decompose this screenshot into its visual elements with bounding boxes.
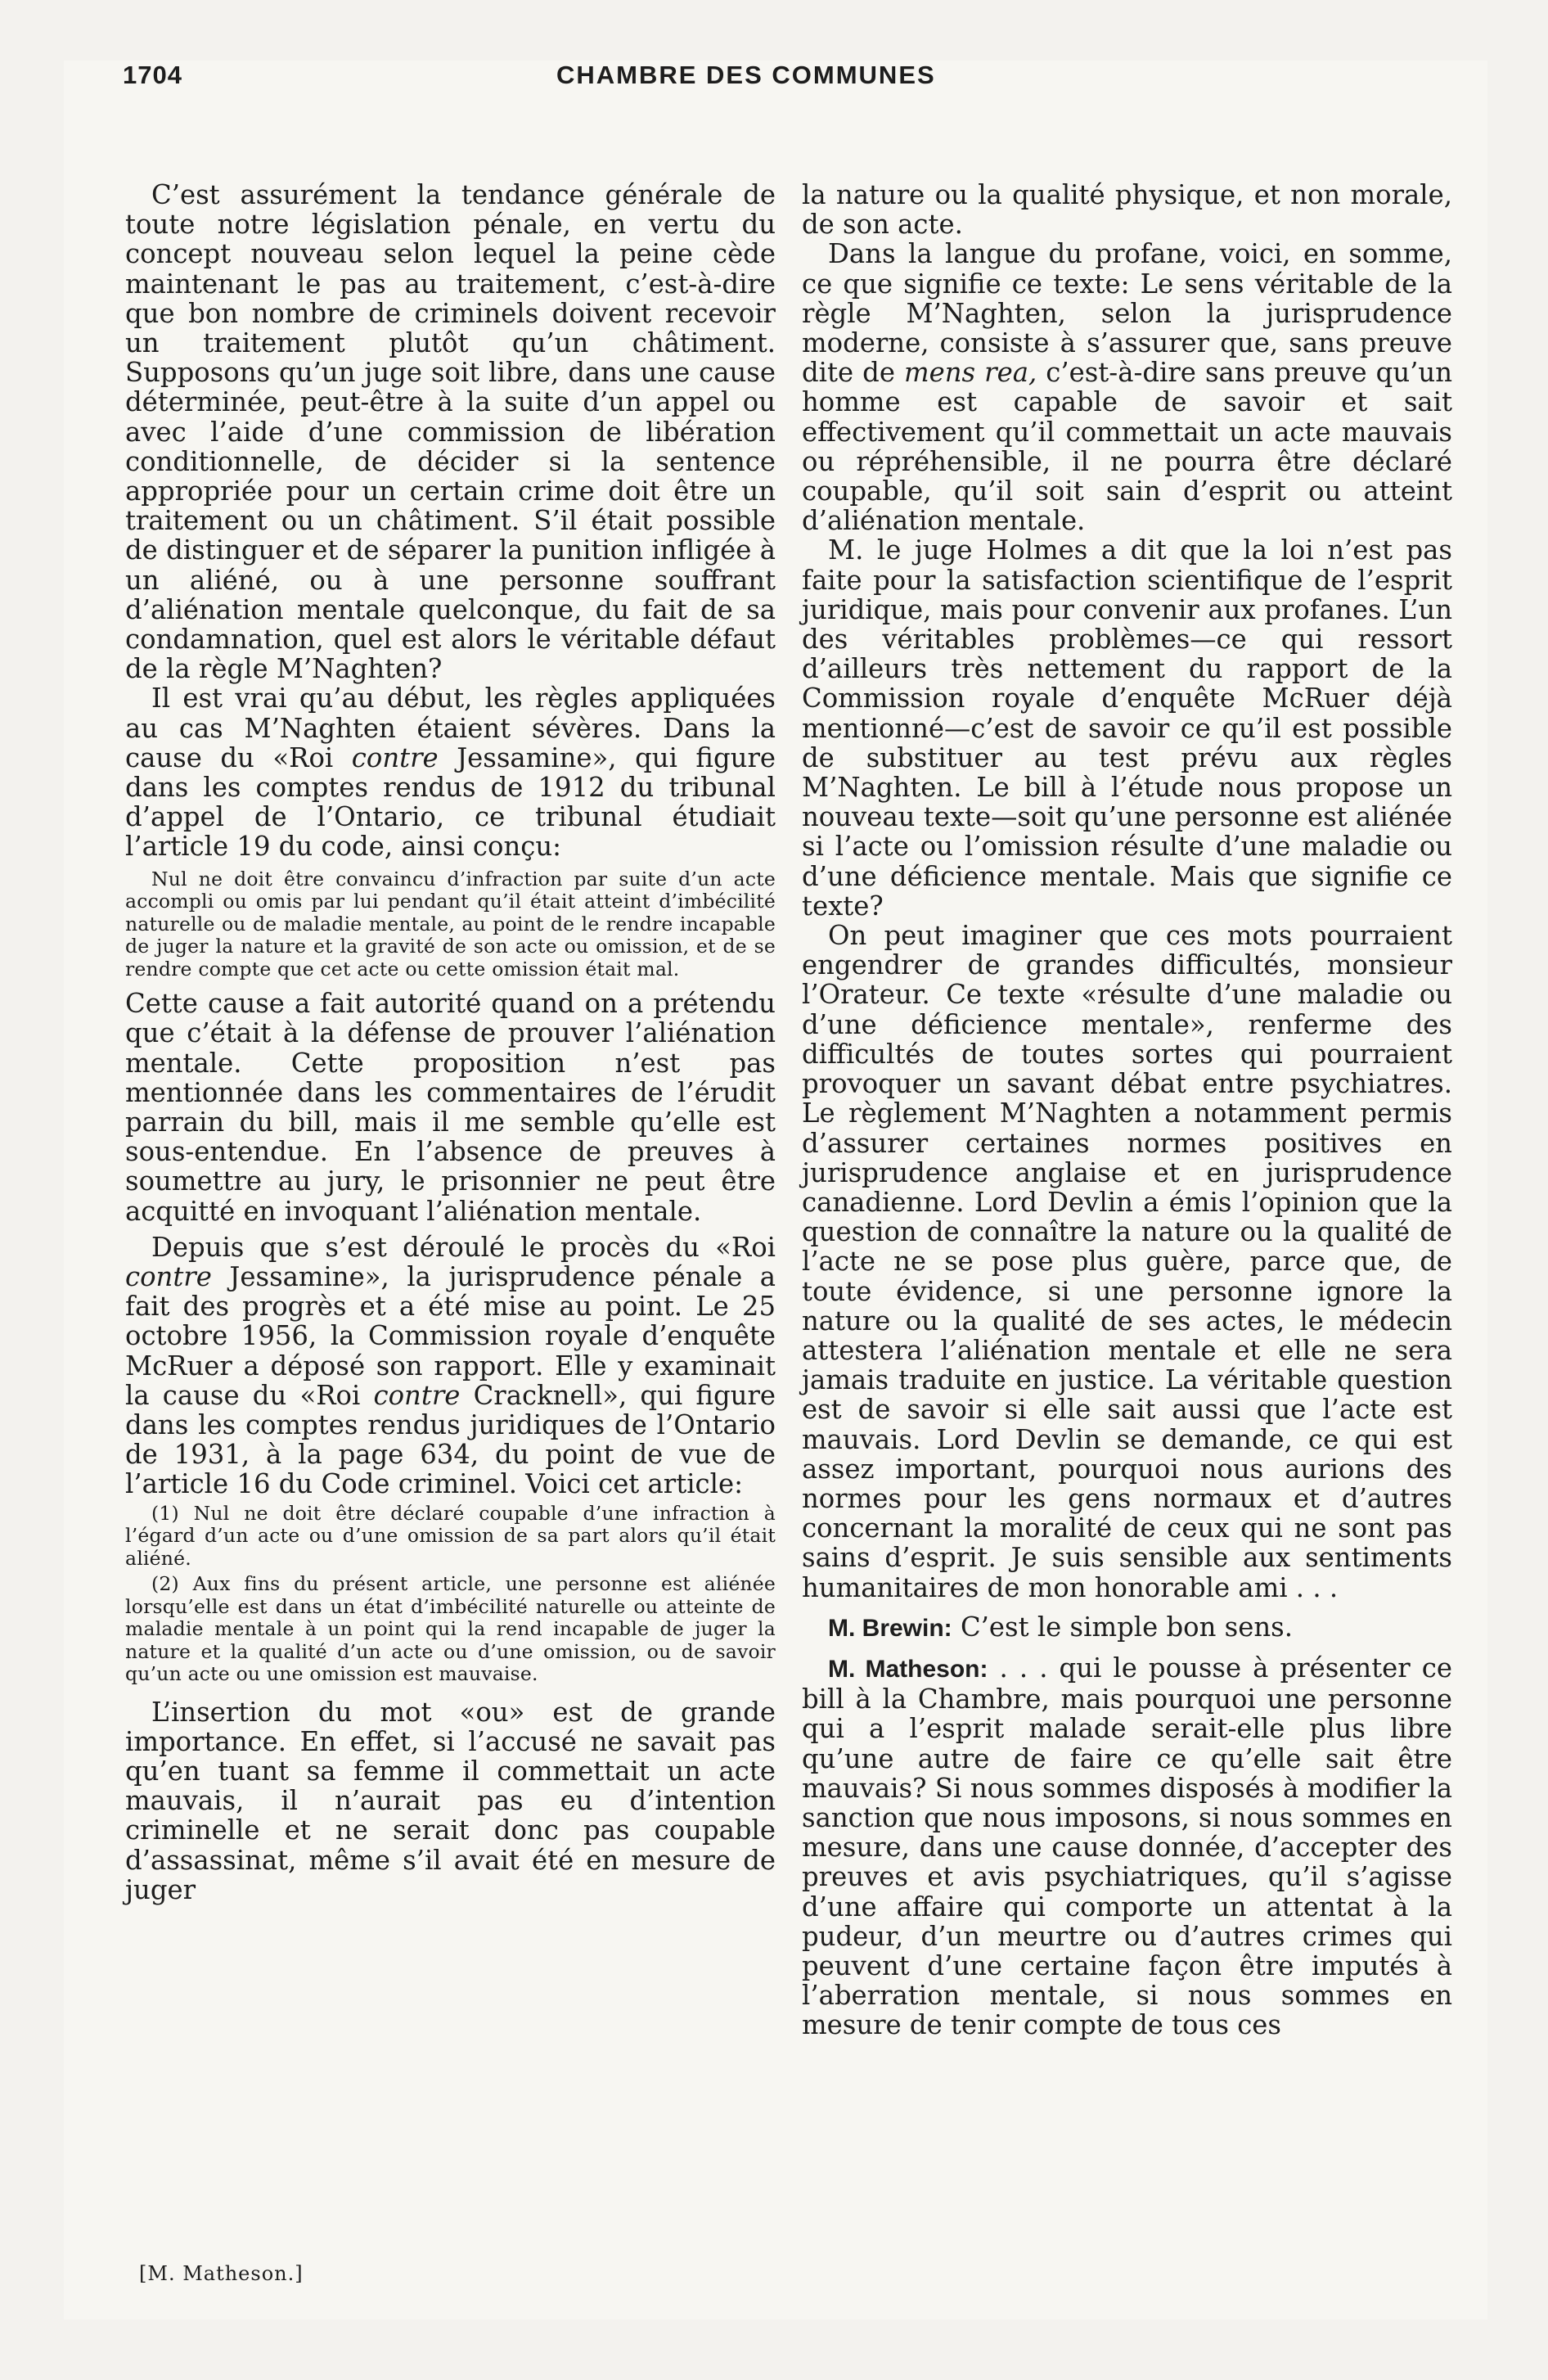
text-run: c’est-à-dire sans preuve qu’un homme est capable de savoir et sait effectivement qu’il commettait un acte mauvais ou répréhensible, il ne pourra être déclaré coupable, qu’il soit sain d’esprit ou atteint d’aliénation mentale. [802, 357, 1452, 537]
italic-text: mens rea, [903, 357, 1037, 389]
paragraph: M. le juge Holmes a dit que la loi n’est pas faite pour la satisfaction scientifique de l’esprit juridique, mais pour convenir aux profanes. L’un des véritables problèmes—ce qui ressort d’ailleurs très nettement du rapport de la Commission royale d’enquête McRuer déjà mentionné—c’est de savoir ce qu’il est possible de substituer au test prévu aux règles M’Naghten. Le bill à l’étude nous propose un nouveau texte—soit qu’une personne est aliénée si l’acte ou l’omission résulte d’une maladie ou d’une déficience mentale. Mais que signifie ce texte? [802, 534, 1452, 922]
text-run: Il est vrai qu’au début, les règles appliquées au cas M’Naghten étaient sévères. Dans la cause du «Roi [125, 683, 776, 773]
italic-text: contre [373, 1379, 461, 1411]
paragraph: C’est assurément la tendance générale de toute notre législation pénale, en vertu du concept nouveau selon lequel la peine cède maintenant le pas au traitement, c’est-à-dire que bon nombre de criminels doivent recevoir un traitement plutôt qu’un châtiment. Supposons qu’un juge soit libre, dans une cause déterminée, peut-être à la suite d’un appel ou avec l’aide d’une commission de libération conditionnelle, de décider si la sentence appropriée pour un certain crime doit être un traitement ou un châtiment. S’il était possible de distinguer et de séparer la punition infligée à un aliéné, ou à une personne souffrant d’aliénation mentale quelconque, du fait de sa condamnation, quel est alors le véritable défaut de la règle M’Naghten? [125, 179, 776, 685]
block-quote: Nul ne doit être convaincu d’infraction par suite d’un acte accompli ou omis par lui pendant qu’il était atteint d’imbécilité naturelle ou de maladie mentale, au point de le rendre incapable de juger la nature et la gravité de son acte ou omission, et de se rendre compte que cet acte ou cette omission était mal. [125, 867, 776, 980]
paragraph [125, 683, 776, 861]
text-run: C’est le simple bon sens. [952, 1611, 1293, 1643]
paragraph [802, 1653, 1452, 2040]
speaker-name: M. Matheson: [828, 1655, 988, 1683]
italic-text: contre [351, 741, 439, 773]
paragraph: On peut imaginer que ces mots pourraient engendrer de grandes difficultés, monsieur l’Orateur. Ce texte «résulte d’une maladie ou d’une déficience mentale», renferme des difficultés de toutes sortes qui pourraient provoquer un savant débat entre psychiatres. Le règlement M’Naghten a notamment permis d’assurer certaines normes positives en jurisprudence anglaise et en jurisprudence canadienne. Lord Devlin a émis l’opinion que la question de connaître la nature ou la qualité de l’acte ne se pose plus guère, parce que, de toute évidence, si une personne ignore la nature ou la qualité de ses actes, le médecin attestera l’aliénation mentale et elle ne sera jamais traduite en justice. La véritable question est de savoir si elle sait aussi que l’acte est mauvais. Lord Devlin se demande, ce qui est assez important, pourquoi nous aurions des normes pour les gens normaux et d’autres concernant la moralité de ceux qui ne sont pas sains d’esprit. Je suis sensible aux sentiments humanitaires de mon honorable ami . . . [802, 920, 1452, 1603]
paragraph [125, 1233, 776, 1499]
block-quote: (1) Nul ne doit être déclaré coupable d’une infraction à l’égard d’un acte ou d’une omission de sa part alors qu’il était aliéné. [125, 1501, 776, 1570]
italic-text: contre [125, 1261, 212, 1292]
text-run: Cracknell», qui figure dans les comptes rendus juridiques de l’Ontario de 1931, à la page 634, du point de vue de l’article 16 du Code criminel. Voici cet article: [125, 1379, 776, 1500]
paragraph [802, 239, 1452, 535]
text-run: Jessamine», la jurisprudence pénale a fait des progrès et a été mise au point. Le 25 octobre 1956, la Commission royale d’enquête McRuer a déposé son rapport. Elle y examinait la cause du «Roi [125, 1261, 776, 1411]
text-run: Jessamine», qui figure dans les comptes rendus de 1912 du tribunal d’appel de l’Ontario, ce tribunal étudiait l’article 19 du code, ainsi conçu: [125, 741, 776, 863]
paragraph: la nature ou la qualité physique, et non morale, de son acte. [802, 179, 1452, 241]
left-column [125, 180, 776, 1904]
text-run: Depuis que s’est déroulé le procès du «Roi [151, 1231, 776, 1263]
text-run: . . . qui le pousse à présenter ce bill à la Chambre, mais pourquoi une personne qui a l’esprit malade serait-elle plus libre qu’une autre de faire ce qu’elle sait être mauvais? Si nous sommes disposés à modifier la sanction que nous imposons, si nous sommes en mesure, dans une cause donnée, d’accepter des preuves et avis psychiatriques, qu’il s’agisse d’une affaire qui comporte un attentat à la pudeur, d’un meurtre ou d’autres crimes qui peuvent d’une certaine façon être imputés à l’aberration mentale, si nous sommes en mesure de tenir compte de tous ces [802, 1652, 1452, 2041]
text-run: Dans la langue du profane, voici, en somme, ce que signifie ce texte: Le sens véritable de la règle M’Naghten, selon la jurisprudence moderne, consiste à s’assurer que, sans preuve dite de [802, 238, 1452, 389]
right-column [802, 180, 1452, 2040]
paragraph [802, 1612, 1452, 1643]
paragraph: Cette cause a fait autorité quand on a prétendu que c’était à la défense de prouver l’aliénation mentale. Cette proposition n’est pas mentionnée dans les commentaires de l’érudit parrain du bill, mais il me semble qu’elle est sous-entendue. En l’absence de preuves à soumettre au jury, le prisonnier ne peut être acquitté en invoquant l’aliénation mentale. [125, 988, 776, 1227]
block-quote: (2) Aux fins du présent article, une personne est aliénée lorsqu’elle est dans un état d’imbécilité naturelle ou atteinte de maladie mentale à un point qui la rend incapable de juger la nature et la qualité d’un acte ou d’une omission, ou de savoir qu’un acte ou une omission est mauvaise. [125, 1572, 776, 1686]
page-number: 1704 [123, 61, 182, 89]
paragraph: L’insertion du mot «ou» est de grande importance. En effet, si l’accusé ne savait pas qu’en tuant sa femme il commettait un acte mauvais, il n’aurait pas eu d’intention criminelle et ne serait donc pas coupable d’assassinat, même s’il avait été en mesure de juger [125, 1696, 776, 1905]
running-title: CHAMBRE DES COMMUNES [556, 61, 936, 89]
speaker-name: M. Brewin: [828, 1614, 952, 1642]
page-header [65, 57, 1456, 106]
speaker-footnote: [M. Matheson.] [139, 2262, 304, 2285]
